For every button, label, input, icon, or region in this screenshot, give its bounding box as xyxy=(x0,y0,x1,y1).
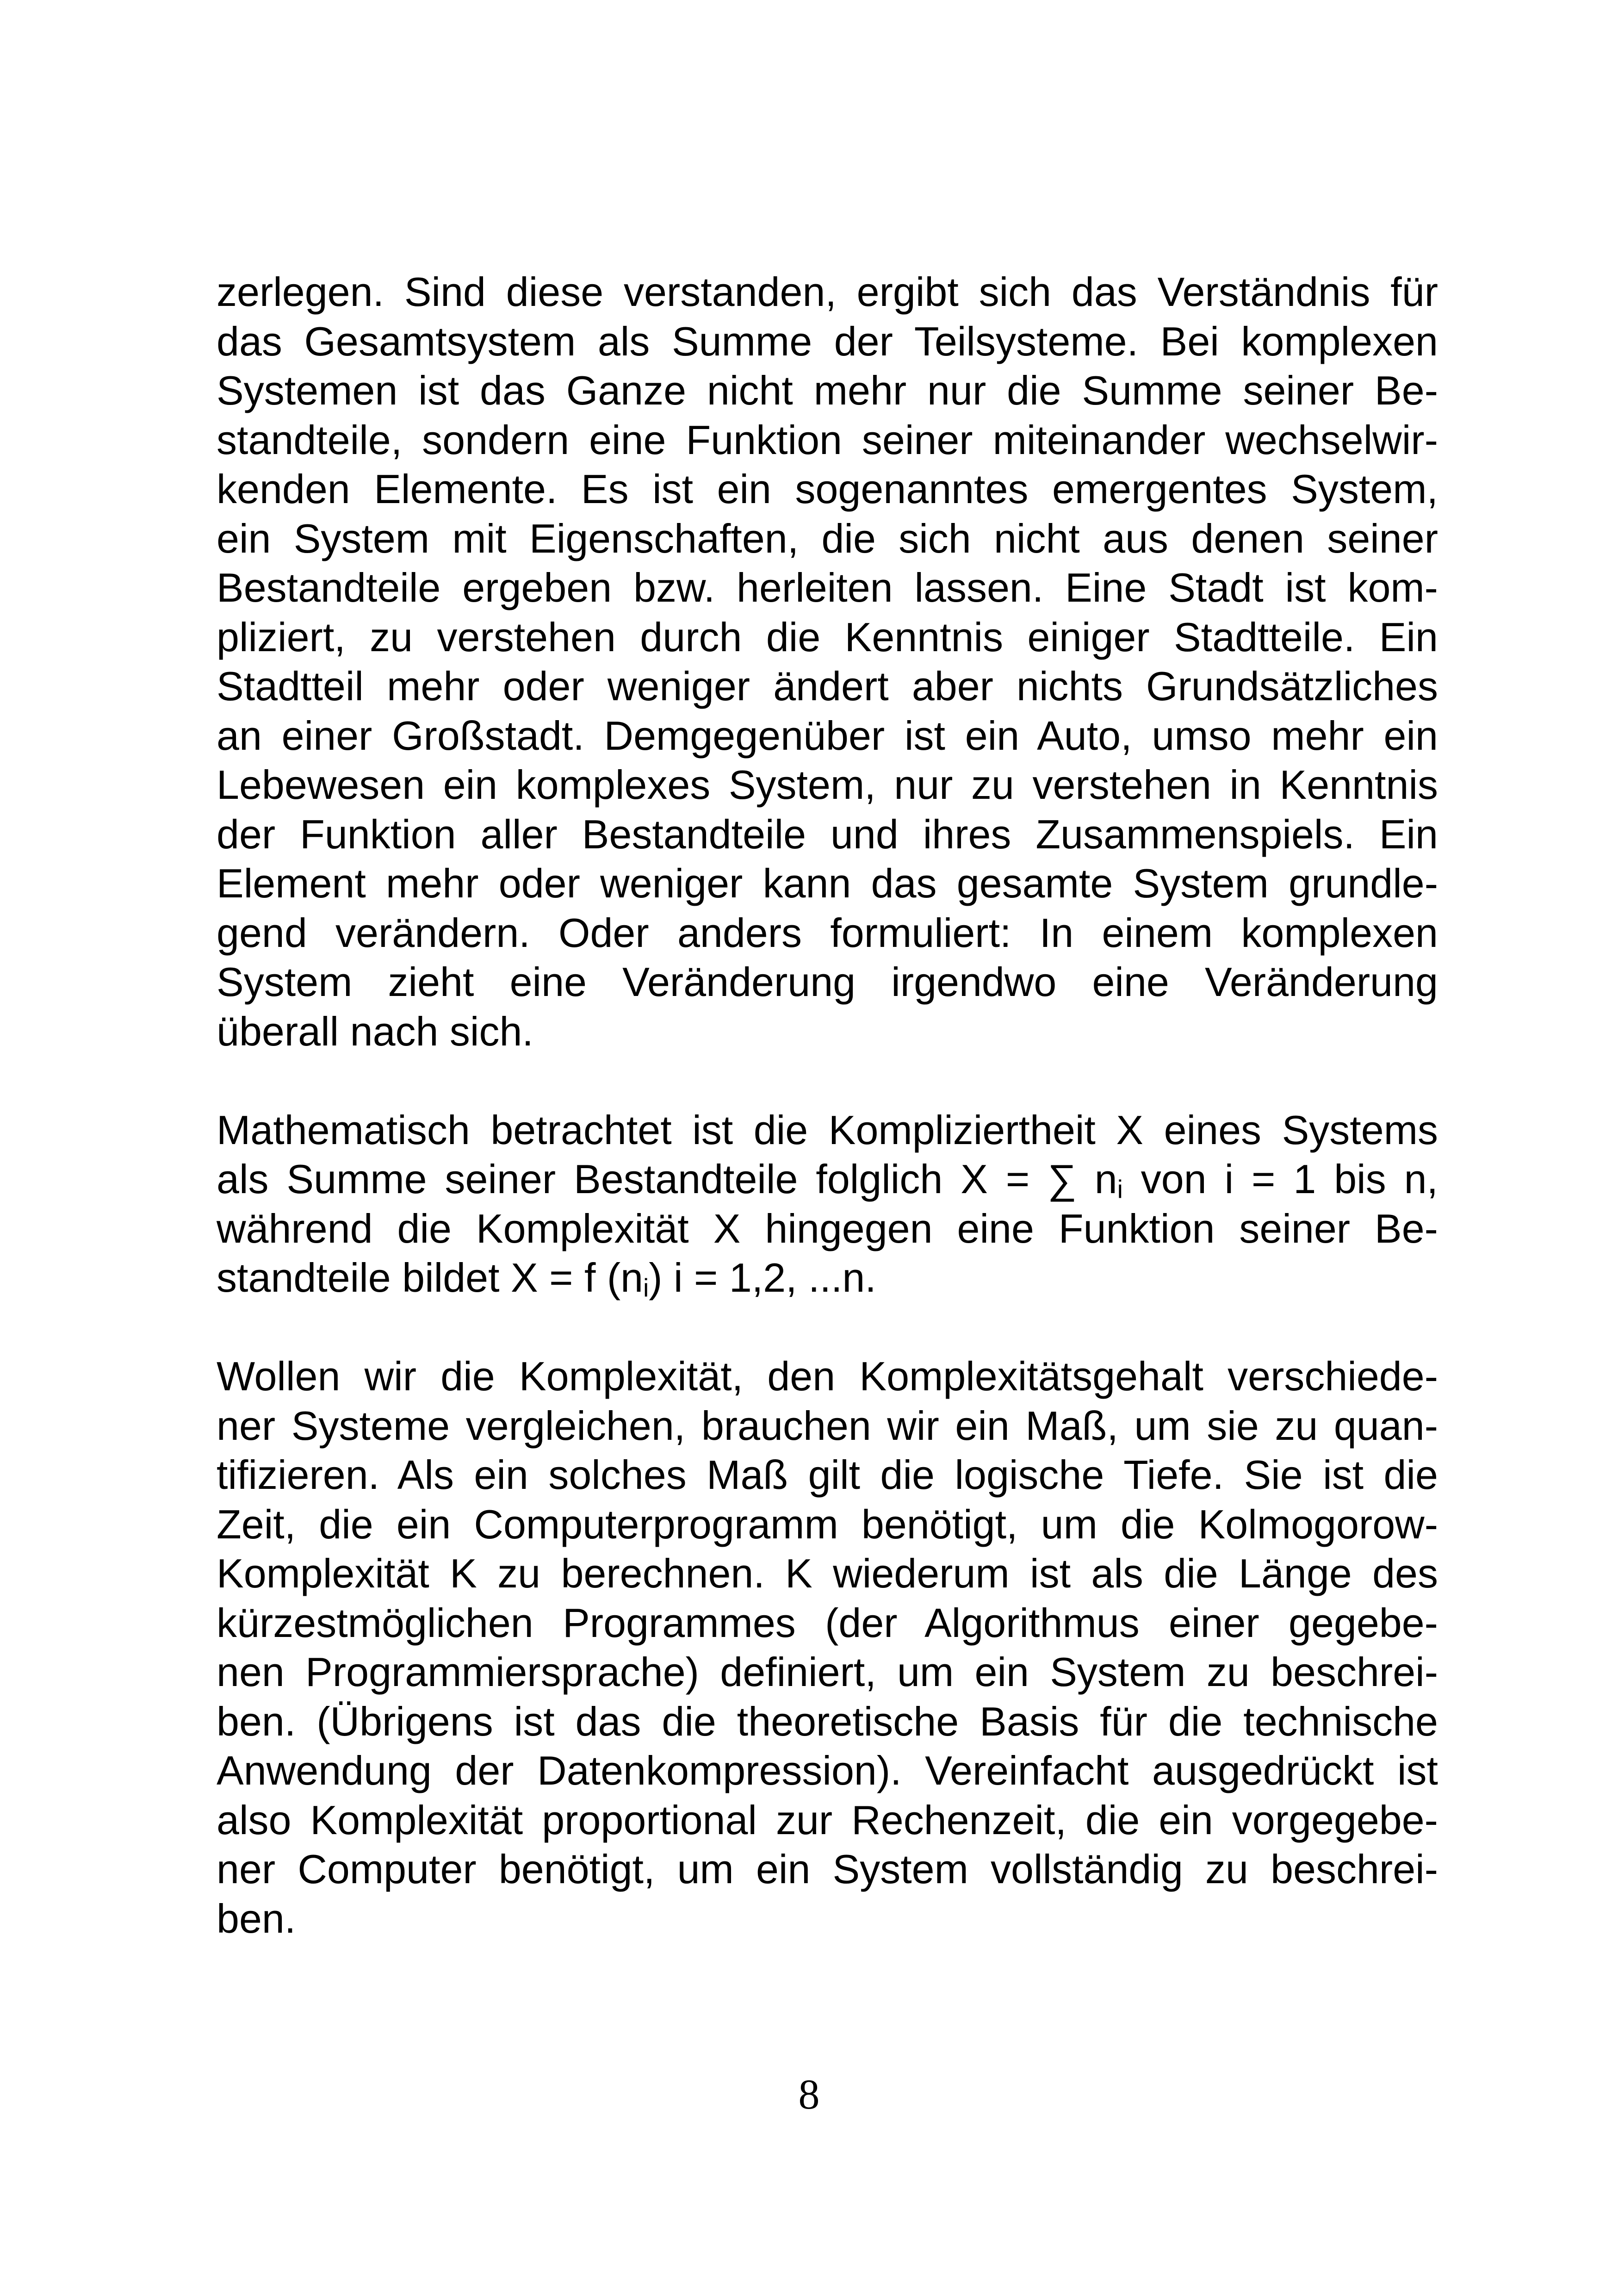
text-line: Komplexität K zu berechnen. K wiederum ist als die Länge des xyxy=(217,1550,1438,1596)
text-line: ner Systeme vergleichen, brauchen wir ein Maß, um sie zu quan- xyxy=(217,1402,1438,1449)
paragraph-1 xyxy=(217,268,1438,1056)
paragraph-2 xyxy=(217,1106,1438,1303)
text-line: ein System mit Eigenschaften, die sich nicht aus denen seiner xyxy=(217,515,1438,561)
text-line xyxy=(217,1253,1438,1303)
text-fragment: ) i = 1,2, ...n. xyxy=(649,1255,876,1300)
text-line: Mathematisch betrachtet ist die Kompliziertheit X eines Systems xyxy=(217,1107,1438,1153)
text-line: also Komplexität proportional zur Rechenzeit, die ein vorgegebe- xyxy=(217,1797,1438,1843)
page-body xyxy=(217,268,1438,1943)
text-line: an einer Großstadt. Demgegenüber ist ein Auto, umso mehr ein xyxy=(217,712,1438,759)
text-fragment: von i = 1 bis n, xyxy=(1122,1156,1438,1202)
text-line: kenden Elemente. Es ist ein sogenanntes emergentes System, xyxy=(217,466,1438,512)
text-fragment: standteile bildet X = f (n xyxy=(217,1255,644,1300)
paragraph-3 xyxy=(217,1352,1438,1943)
text-line: während die Komplexität X hingegen eine Funktion seiner Be- xyxy=(217,1205,1438,1251)
text-line: Systemen ist das Ganze nicht mehr nur die Summe seiner Be- xyxy=(217,367,1438,413)
text-line: Zeit, die ein Computerprogramm benötigt, um die Kolmogorow- xyxy=(217,1501,1438,1547)
text-line: Anwendung der Datenkompression). Vereinfacht ausgedrückt ist xyxy=(217,1748,1438,1793)
text-line: Element mehr oder weniger kann das gesamte System grundle- xyxy=(217,860,1438,906)
text-line: gend verändern. Oder anders formuliert: In einem komplexen xyxy=(217,909,1438,956)
text-line: System zieht eine Veränderung irgendwo eine Veränderung xyxy=(217,959,1438,1005)
text-line: standteile, sondern eine Funktion seiner miteinander wechselwir- xyxy=(217,417,1438,463)
subscript-index: i xyxy=(1117,1175,1123,1203)
text-line: zerlegen. Sind diese verstanden, ergibt sich das Verständnis für xyxy=(217,269,1438,315)
text-line xyxy=(217,1155,1438,1204)
text-line: Wollen wir die Komplexität, den Komplexitätsgehalt verschiede- xyxy=(217,1353,1438,1399)
text-line: Bestandteile ergeben bzw. herleiten lassen. Eine Stadt ist kom- xyxy=(217,565,1438,610)
text-line: überall nach sich. xyxy=(217,1008,533,1054)
text-line: nen Programmiersprache) definiert, um ein System zu beschrei- xyxy=(217,1649,1438,1695)
text-line: Lebewesen ein komplexes System, nur zu verstehen in Kenntnis xyxy=(217,762,1438,808)
text-line: ner Computer benötigt, um ein System vollständig zu beschrei- xyxy=(217,1846,1438,1892)
text-line: ben. (Übrigens ist das die theoretische Basis für die technische xyxy=(217,1698,1438,1744)
text-line: das Gesamtsystem als Summe der Teilsysteme. Bei komplexen xyxy=(217,318,1438,364)
subscript-index: i xyxy=(643,1273,649,1302)
text-fragment: als Summe seiner Bestandteile folglich X = ∑ n xyxy=(217,1156,1117,1202)
text-line: pliziert, zu verstehen durch die Kenntnis einiger Stadtteile. Ein xyxy=(217,614,1438,660)
page-number: 8 xyxy=(798,2071,820,2118)
text-line: der Funktion aller Bestandteile und ihres Zusammenspiels. Ein xyxy=(217,811,1438,857)
text-line: Stadtteil mehr oder weniger ändert aber nichts Grundsätzliches xyxy=(217,663,1438,709)
text-line: kürzestmöglichen Programmes (der Algorithmus einer gegebe- xyxy=(217,1599,1438,1646)
text-line: tifizieren. Als ein solches Maß gilt die logische Tiefe. Sie ist die xyxy=(217,1452,1438,1498)
text-line: ben. xyxy=(217,1895,296,1941)
